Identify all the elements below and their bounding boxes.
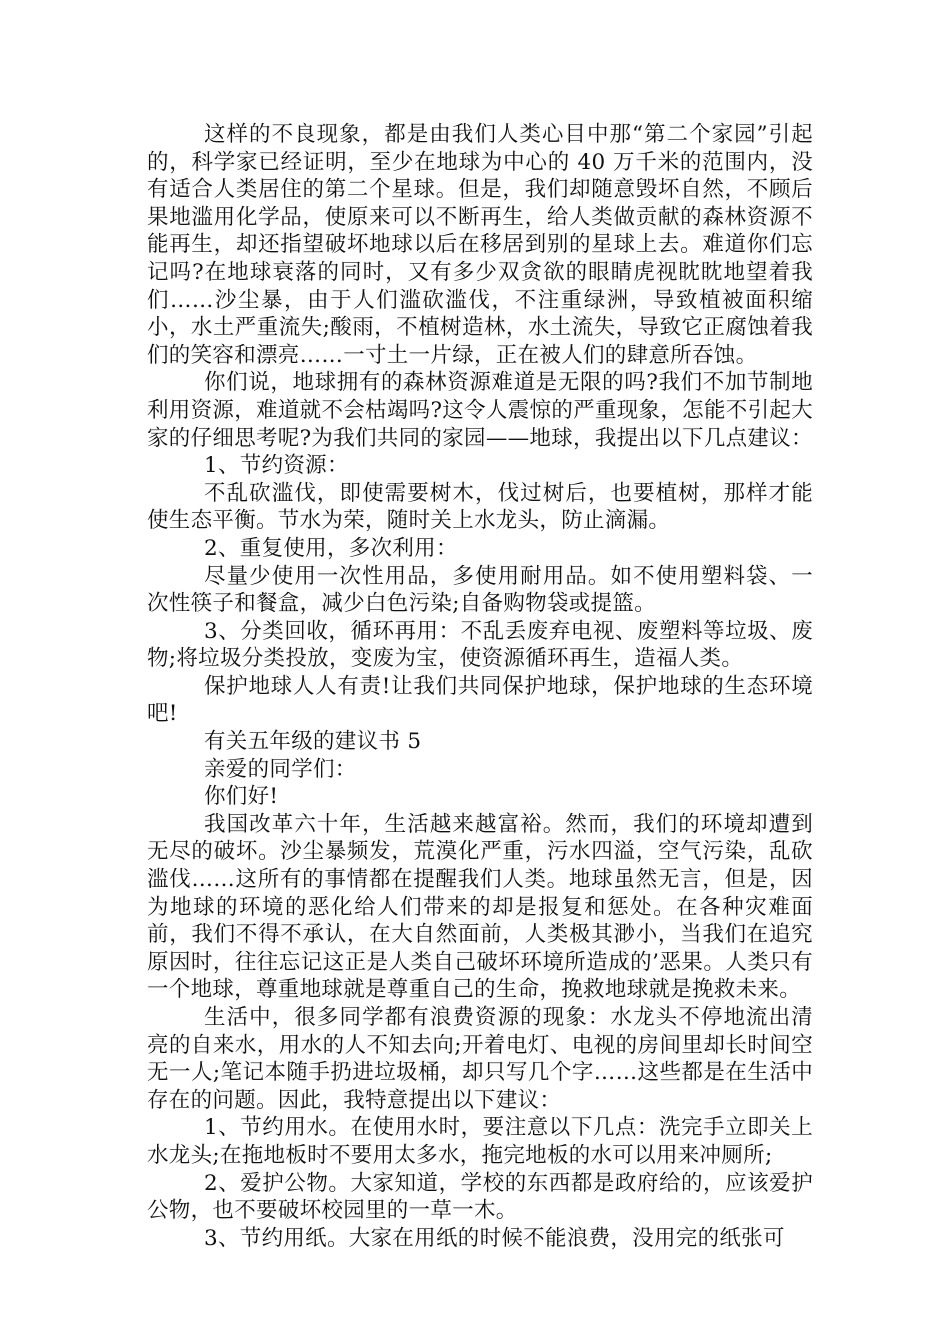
document-body <box>147 121 813 1252</box>
greeting: 你们好! <box>204 784 279 810</box>
paragraph: 尽量少使用一次性用品，多使用耐用品。如不使用塑料袋、一次性筷子和餐盒，减少白色污染;自备购物袋或提篮。 <box>147 563 813 617</box>
paragraph: 3、节约用纸。大家在用纸的时候不能浪费，没用完的纸张可 <box>204 1225 785 1251</box>
paragraph: 1、节约用水。在使用水时，要注意以下几点：洗完手立即关上水龙头;在拖地板时不要用太多水，拖完地板的水可以用来冲厕所; <box>147 1115 813 1168</box>
paragraph: 不乱砍滥伐，即使需要树木，伐过树后，也要植树，那样才能使生态平衡。节水为荣，随时关上水龙头，防止滴漏。 <box>147 480 813 534</box>
paragraph: 2、爱护公物。大家知道，学校的东西都是政府给的，应该爱护公物，也不要破坏校园里的一草一木。 <box>147 1170 813 1224</box>
paragraph: 你们说，地球拥有的森林资源难道是无限的吗?我们不加节制地利用资源，难道就不会枯竭吗?这令人震惊的严重现象，怎能不引起大家的仔细思考呢?为我们共同的家园——地球，我提出以下几点建议： <box>147 370 813 451</box>
paragraph: 这样的不良现象，都是由我们人类心目中那“第二个家园”引起的，科学家已经证明，至少在地球为中心的 40 万千米的范围内，没有适合人类居住的第二个星球。但是，我们却随意毁坏自然，不顾后果地滥用化学品，使原来可以不断再生，给人类做贡献的森林资源不能再生，却还指望破坏地球以后在移居到别的星球上去。难道你们忘记吗?在地球衰落的同时，又有多少双贪欲的眼睛虎视眈眈地望着我们……沙尘暴，由于人们滥砍滥伐，不注重绿洲，导致植被面积缩小，水土严重流失;酸雨，不植树造林，水土流失，导致它正腐蚀着我们的笑容和漂亮……一寸土一片绿，正在被人们的肆意所吞蚀。 <box>147 122 813 368</box>
paragraph: 我国改革六十年，生活越来越富裕。然而，我们的环境却遭到无尽的破坏。沙尘暴频发，荒漠化严重，污水四溢，空气污染，乱砍滥伐……这所有的事情都在提醒我们人类。地球虽然无言，但是，因为地球的环境的恶化给人们带来的却是报复和惩处。在各种灾难面前，我们不得不承认，在大自然面前，人类极其渺小，当我们在追究原因时，往往忘记这正是人类自己破坏环境所造成的’恶果。人类只有一个地球，尊重地球就是尊重自己的生命，挽救地球就是挽救未来。 <box>147 811 813 1003</box>
paragraph: 生活中，很多同学都有浪费资源的现象：水龙头不停地流出清亮的自来水，用水的人不知去向;开着电灯、电视的房间里却长时间空无一人;笔记本随手扔进垃圾桶，却只写几个字……这些都是在生活中存在的问题。因此，我特意提出以下建议： <box>147 1005 813 1113</box>
paragraph: 保护地球人人有责!让我们共同保护地球，保护地球的生态环境吧! <box>147 673 813 727</box>
salutation: 亲爱的同学们： <box>204 756 357 782</box>
list-item-heading: 2、重复使用，多次利用： <box>204 535 458 561</box>
list-item-heading: 1、节约资源： <box>204 453 349 479</box>
section-title: 有关五年级的建议书 5 <box>204 729 422 755</box>
paragraph: 3、分类回收，循环再用：不乱丢废弃电视、废塑料等垃圾、废物;将垃圾分类投放，变废为宝，使资源循环再生，造福人类。 <box>147 618 813 672</box>
